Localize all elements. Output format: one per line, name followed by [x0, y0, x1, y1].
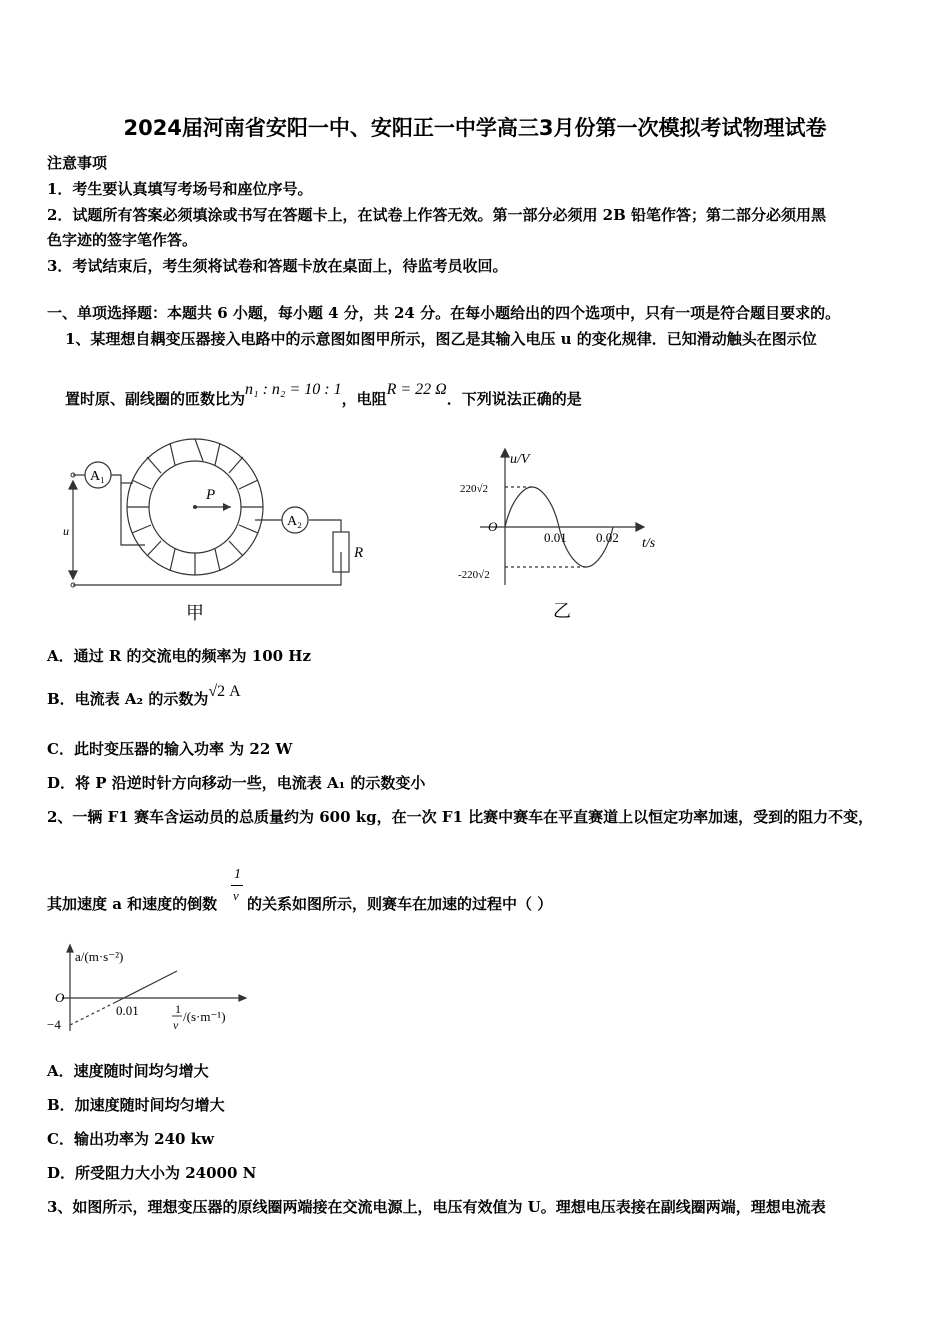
q2-option-c: C．输出功率为 240 kw — [47, 1130, 215, 1148]
resistor-r-label: R — [354, 545, 364, 561]
waveform-origin: O — [488, 519, 498, 534]
waveform-ymax: 220√2 — [460, 483, 489, 495]
waveform-ylabel: u/V — [510, 452, 530, 467]
notice-item-1: 1．考生要认真填写考场号和座位序号。 — [47, 180, 313, 198]
reciprocal-numerator: 1 — [234, 867, 241, 882]
graph-xlabel-unit: /(s·m⁻¹) — [183, 1009, 226, 1024]
graph-y-intercept: −4 — [47, 1017, 61, 1032]
figure-jia-caption: 甲 — [186, 603, 204, 623]
voltage-waveform-yi — [450, 445, 670, 625]
graph-xlabel-num: 1 — [175, 1002, 181, 1016]
graph-ylabel: a/(m·s⁻²) — [75, 949, 124, 964]
figure-yi-caption: 乙 — [553, 601, 571, 621]
ammeter-a2-label: A₂ — [287, 514, 302, 529]
q1-option-d: D．将 P 沿逆时针方向移动一些，电流表 A₁ 的示数变小 — [47, 774, 426, 792]
acceleration-graph — [42, 943, 257, 1038]
q1-stem-text: 置时原、副线圈的匝数比为 — [65, 390, 246, 408]
waveform-tick-1: 0.01 — [544, 530, 567, 545]
notice-item-2-cont: 色字迹的签字笔作答。 — [47, 231, 198, 249]
notice-item-3: 3．考试结束后，考生须将试卷和答题卡放在桌面上，待监考员收回。 — [47, 257, 508, 275]
q1-stem-line2 — [65, 381, 582, 409]
circuit-diagram-jia — [55, 425, 365, 630]
q3-stem-line1: 3、如图所示，理想变压器的原线圈两端接在交流电源上，电压有效值为 U。理想电压表接在副线圈两端，理想电流表 — [47, 1198, 826, 1216]
q1-stem-text-2: ，电阻 — [341, 390, 387, 408]
q1-stem-text-3: ．下列说法正确的是 — [446, 390, 582, 408]
q1-option-b-text: B．电流表 A₂ 的示数为 — [47, 690, 209, 708]
section-heading: 一、单项选择题：本题共 6 小题，每小题 4 分，共 24 分。在每小题给出的四个选项中，只有一项是符合题目要求的。 — [47, 304, 841, 322]
q1-stem-line1: 1、某理想自耦变压器接入电路中的示意图如图甲所示，图乙是其输入电压 u 的变化规律．已知滑动触头在图示位 — [65, 330, 817, 348]
q1-option-b — [47, 683, 241, 709]
q2-option-b: B．加速度随时间均匀增大 — [47, 1096, 225, 1114]
q2-stem-text-2: 的关系如图所示，则赛车在加速的过程中（ ） — [247, 895, 553, 913]
fraction-bar — [231, 885, 243, 886]
ammeter-a1-label: A₁ — [90, 469, 105, 484]
q2-option-d: D．所受阻力大小为 24000 N — [47, 1164, 257, 1182]
graph-x-tick: 0.01 — [116, 1003, 139, 1018]
graph-xlabel-den: v — [173, 1018, 179, 1032]
graph-origin: O — [55, 990, 65, 1005]
turns-ratio: n₁ : n₂ = 10 : 1 — [245, 381, 342, 398]
q1-option-c: C．此时变压器的输入功率 为 22 W — [47, 740, 293, 758]
page-title: 2024届河南省安阳一中、安阳正一中学高三3月份第一次模拟考试物理试卷 — [123, 116, 827, 140]
notice-heading: 注意事项 — [47, 154, 108, 172]
notice-item-2: 2．试题所有答案必须填涂或书写在答题卡上，在试卷上作答无效。第一部分必须用 2B 铅笔作答；第二部分必须用黑 — [47, 206, 827, 224]
q2-stem-text: 其加速度 a 和速度的倒数 — [47, 895, 218, 913]
waveform-xlabel: t/s — [642, 536, 656, 551]
q1-option-a: A．通过 R 的交流电的频率为 100 Hz — [47, 647, 311, 665]
waveform-tick-2: 0.02 — [596, 530, 619, 545]
resistance-value: R = 22 Ω — [386, 381, 447, 398]
q2-option-a: A．速度随时间均匀增大 — [47, 1062, 209, 1080]
ammeter-a2-reading: √2 A — [208, 683, 241, 700]
waveform-ymin: -220√2 — [458, 569, 490, 581]
input-voltage-label: u — [63, 524, 69, 538]
q2-stem-line1: 2、一辆 F1 赛车含运动员的总质量约为 600 kg，在一次 F1 比赛中赛车在平直赛道上以恒定功率加速，受到的阻力不变， — [47, 808, 874, 826]
slider-p-label: P — [206, 487, 216, 503]
reciprocal-denominator: v — [233, 888, 239, 903]
